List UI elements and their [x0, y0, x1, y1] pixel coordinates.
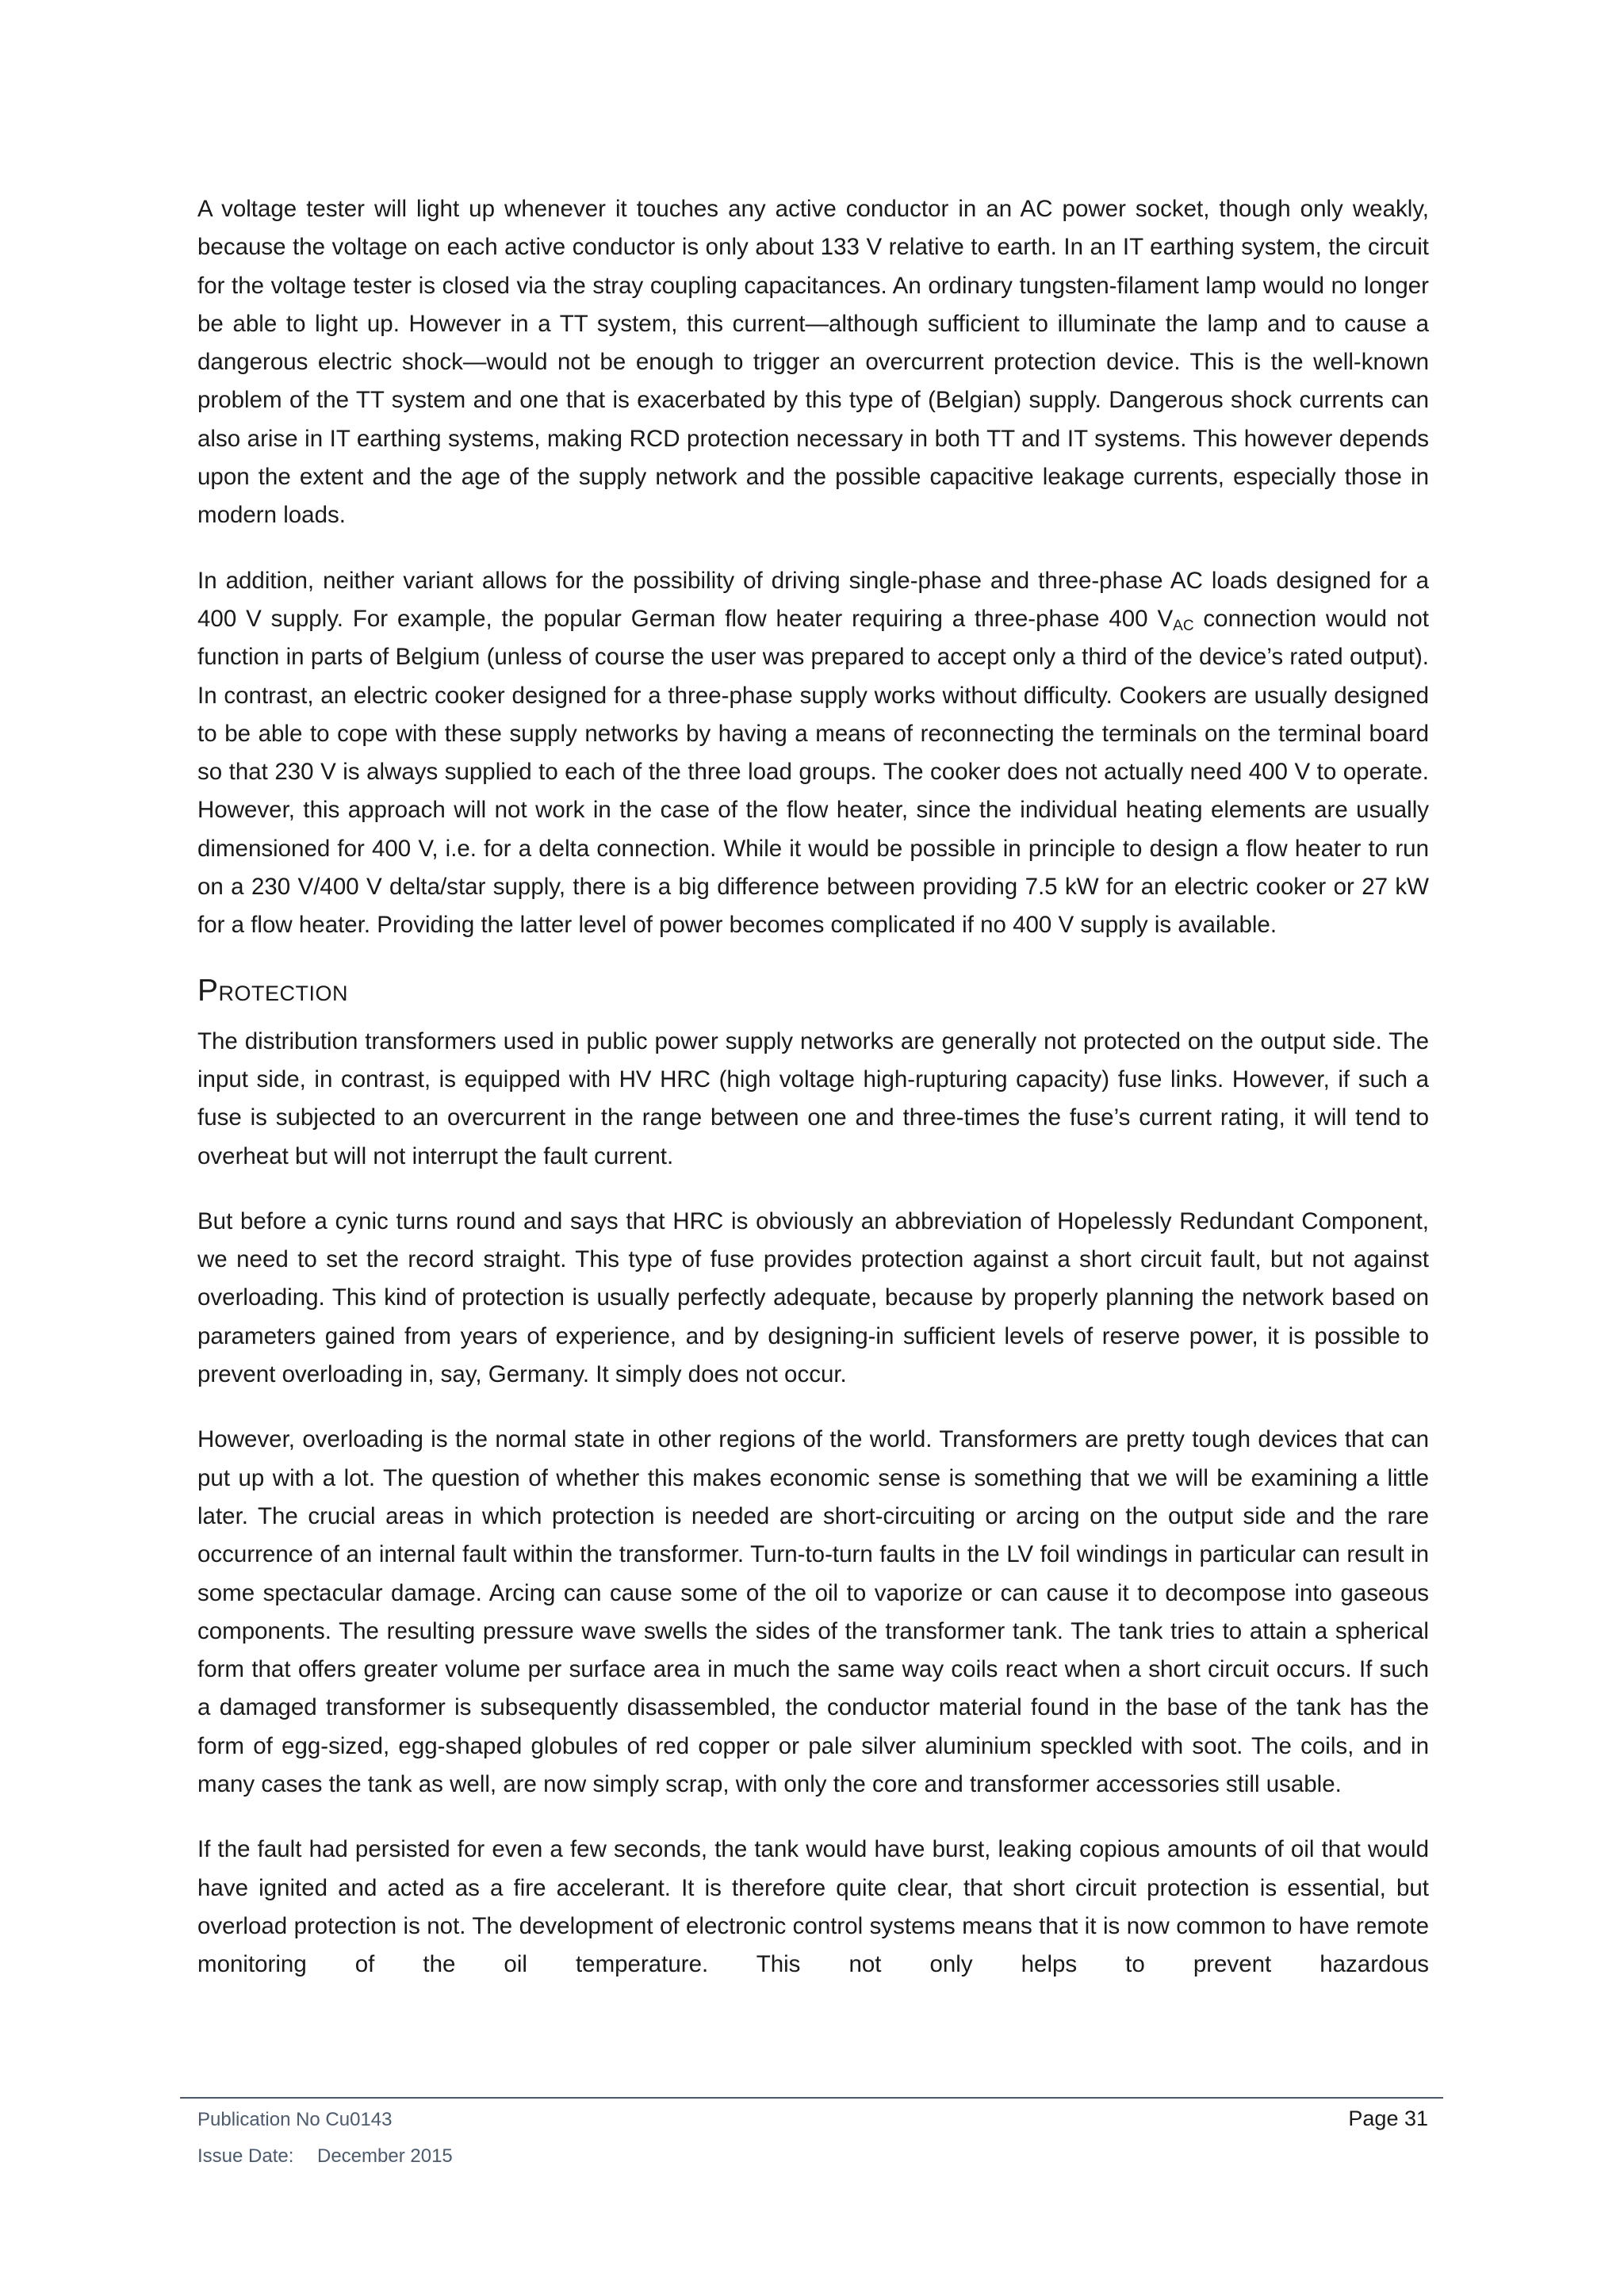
document-body [197, 190, 1429, 2011]
footer-issue-value: December 2015 [317, 2145, 453, 2167]
footer-publication-number: Publication No Cu0143 [197, 2109, 393, 2130]
paragraph-voltage-tester: A voltage tester will light up whenever it touches any active conductor in an AC power socket, though only weakly, because the voltage on each active conductor is only about 133 V relative to earth. In an IT earthing system, the circuit for the voltage tester is closed via the stray coupling capacitances. An ordinary tungsten-filament lamp would no longer be able to light up. However in a TT system, this current—although sufficient to illuminate the lamp and to cause a dangerous electric shock—would not be enough to trigger an overcurrent protection device. This is the well-known problem of the TT system and one that is exacerbated by this type of (Belgian) supply. Dangerous shock currents can also arise in IT earthing systems, making RCD protection necessary in both TT and IT systems. This however depends upon the extent and the age of the supply network and the possible capacitive leakage currents, especially those in modern loads. [197, 196, 1429, 529]
paragraph-flow-heater [197, 562, 1429, 945]
paragraph-fault-persisted: If the fault had persisted for even a few seconds, the tank would have burst, leaking copious amounts of oil that would have ignited and acted as a fire accelerant. It is therefore quite clear, that short circuit protection is essential, but overload protection is not. The development of electronic control systems means that it is now common to have remote monitoring of the oil temperature. This not only helps to prevent hazardous [197, 1836, 1429, 1978]
subscript-ac: AC [1173, 617, 1194, 634]
footer-issue-date [197, 2145, 453, 2168]
paragraph-flow-heater-part2: connection would not function in parts of Belgium (unless of course the user was prepared to accept only a third of the device’s rated output). In contrast, an electric cooker designed for a three-phase supply works without difficulty. Cookers are usually designed to be able to cope with these supply networks by having a means of reconnecting the terminals on the terminal board so that 230 V is always supplied to each of the three load groups. The cooker does not actually need 400 V to operate. However, this approach will not work in the case of the flow heater, since the individual heating elements are usually dimensioned for 400 V, i.e. for a delta connection. While it would be possible in principle to design a flow heater to run on a 230 V/400 V delta/star supply, there is a big difference between providing 7.5 kW for an electric cooker or 27 kW for a flow heater. Providing the latter level of power becomes complicated if no 400 V supply is available. [197, 605, 1429, 939]
paragraph-flow-heater-part1: In addition, neither variant allows for the possibility of driving single-phase and three-phase AC loads designed for a 400 V supply. For example, the popular German flow heater requiring a three-phase 400 V [197, 567, 1429, 632]
footer-issue-label: Issue Date: [197, 2145, 294, 2167]
section-heading-protection: Protection [197, 973, 349, 1008]
footer-divider [180, 2097, 1443, 2099]
footer-page-number: Page 31 [1348, 2107, 1428, 2130]
paragraph-hrc-cynic: But before a cynic turns round and says that HRC is obviously an abbreviation of Hopelessly Redundant Component, we need to set the record straight. This type of fuse provides protection against a short circuit fault, but not against overloading. This kind of protection is usually perfectly adequate, because by properly planning the network based on parameters gained from years of experience, and by designing-in sufficient levels of reserve power, it is possible to prevent overloading in, say, Germany. It simply does not occur. [197, 1207, 1429, 1388]
paragraph-overloading: However, overloading is the normal state in other regions of the world. Transformers are pretty tough devices that can put up with a lot. The question of whether this makes economic sense is something that we will be examining a little later. The crucial areas in which protection is needed are short-circuiting or arcing on the output side and the rare occurrence of an internal fault within the transformer. Turn-to-turn faults in the LV foil windings in particular can result in some spectacular damage. Arcing can cause some of the oil to vaporize or can cause it to decompose into gaseous components. The resulting pressure wave swells the sides of the transformer tank. The tank tries to attain a spherical form that offers greater volume per surface area in much the same way coils react when a short circuit occurs. If such a damaged transformer is subsequently disassembled, the conductor material found in the base of the tank has the form of egg-sized, egg-shaped globules of red copper or pale silver aluminium speckled with soot. The coils, and in many cases the tank as well, are now simply scrap, with only the core and transformer accessories still usable. [197, 1426, 1429, 1797]
paragraph-distribution-transformers: The distribution transformers used in public power supply networks are generally not protected on the output side. The input side, in contrast, is equipped with HV HRC (high voltage high-rupturing capacity) fuse links. However, if such a fuse is subjected to an overcurrent in the range between one and three-times the fuse’s current rating, it will tend to overheat but will not interrupt the fault current. [197, 1027, 1429, 1169]
